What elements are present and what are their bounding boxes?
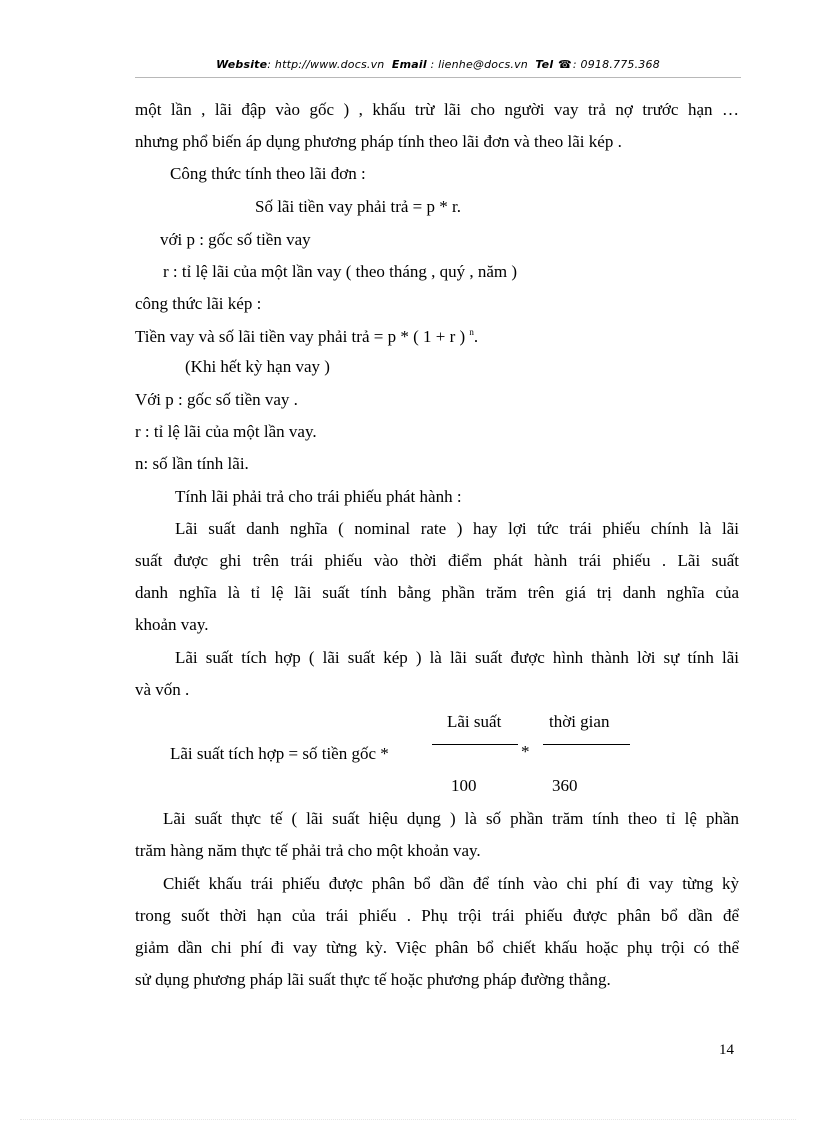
paragraph-line: trăm hàng năm thực tế phải trả cho một khoản vay. (135, 841, 481, 860)
paragraph-line: Lãi suất thực tế ( lãi suất hiệu dụng ) là số phần trăm tính theo tỉ lệ phần (163, 809, 739, 828)
paragraph-line: một lần , lãi đập vào gốc ) , khấu trừ lãi cho người vay trả nợ trước hạn … (135, 100, 739, 119)
definition-line: r : tỉ lệ lãi của một lần vay ( theo tháng , quý , năm ) (163, 262, 518, 281)
formula-end: . (473, 327, 479, 346)
email-label: Email (391, 58, 427, 71)
fraction-denominator-100: 100 (451, 776, 477, 795)
section-heading: Tính lãi phải trả cho trái phiếu phát hành : (175, 487, 462, 506)
section-heading: công thức lãi kép : (135, 294, 262, 313)
fraction-numerator-rate: Lãi suất (447, 712, 502, 731)
footer-divider (20, 1119, 796, 1120)
paragraph-line: Chiết khấu trái phiếu được phân bổ dần để tính vào chi phí đi vay từng kỳ (163, 874, 739, 893)
paragraph-line: suất được ghi trên trái phiếu vào thời điểm phát hành trái phiếu . Lãi suất (135, 551, 739, 570)
formula-exponent: n (469, 327, 474, 337)
page-number: 14 (719, 1042, 734, 1058)
fraction-times: * (521, 742, 530, 761)
paragraph-line: khoản vay. (135, 615, 209, 634)
email-value: : lienhe@docs.vn (430, 58, 528, 71)
note-line: (Khi hết kỳ hạn vay ) (185, 357, 330, 376)
paragraph-line: Lãi suất tích hợp ( lãi suất kép ) là lãi suất được hình thành lời sự tính lãi (175, 648, 739, 667)
tel-label: Tel (535, 58, 554, 71)
fraction-numerator-time: thời gian (549, 712, 610, 731)
definition-line: r : tỉ lệ lãi của một lần vay. (135, 422, 317, 441)
paragraph-line: và vốn . (135, 680, 190, 699)
paragraph-line: Lãi suất danh nghĩa ( nominal rate ) hay lợi tức trái phiếu chính là lãi (175, 519, 739, 538)
website-value: : http://www.docs.vn (267, 58, 385, 71)
paragraph-line: nhưng phổ biến áp dụng phương pháp tính theo lãi đơn và theo lãi kép . (135, 132, 622, 151)
formula-compound-interest (135, 326, 739, 348)
paragraph-line: danh nghĩa là tỉ lệ lãi suất tính bằng phần trăm trên giá trị danh nghĩa của (135, 583, 739, 602)
tel-value: : 0918.775.368 (572, 58, 660, 71)
phone-icon: ☎ (558, 58, 572, 71)
fraction-bar (543, 744, 630, 745)
header-divider (135, 77, 741, 78)
definition-line: n: số lần tính lãi. (135, 454, 249, 473)
fraction-bar (432, 744, 518, 745)
definition-line: Với p : gốc số tiền vay . (135, 390, 298, 409)
definition-line: với p : gốc số tiền vay (160, 230, 311, 249)
paragraph-line: giảm dần chi phí đi vay từng kỳ. Việc phân bổ chiết khấu hoặc phụ trội có thể (135, 938, 739, 957)
fraction-denominator-360: 360 (552, 776, 578, 795)
paragraph-line: sử dụng phương pháp lãi suất thực tế hoặc phương pháp đường thẳng. (135, 970, 611, 989)
section-heading: Công thức tính theo lãi đơn : (170, 164, 366, 183)
paragraph-line: trong suốt thời hạn của trái phiếu . Phụ trội trái phiếu được phân bổ dần để (135, 906, 739, 925)
website-label: Website (216, 58, 268, 71)
fraction-lhs: Lãi suất tích hợp = số tiền gốc * (170, 744, 389, 763)
page-header (135, 58, 741, 71)
formula-simple-interest: Số lãi tiền vay phải trả = p * r. (255, 197, 461, 216)
formula-text: Tiền vay và số lãi tiền vay phải trả = p * ( 1 + r ) (135, 327, 466, 346)
